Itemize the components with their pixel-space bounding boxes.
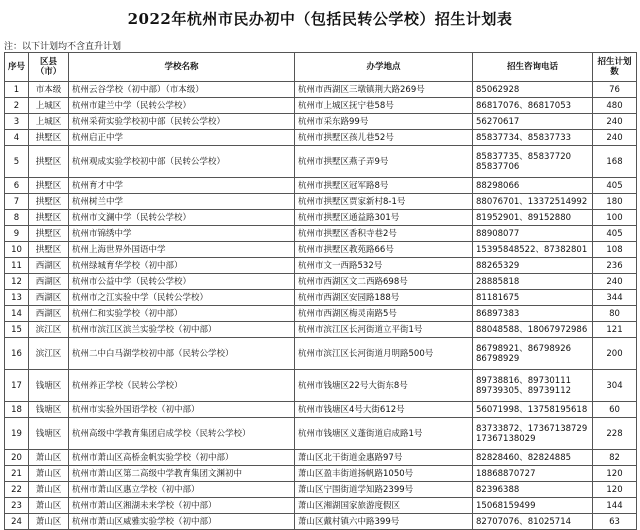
cell-address: 杭州市钱塘区义蓬街道启成路1号	[295, 418, 473, 450]
cell-phone: 88048588、18067972986	[473, 322, 593, 338]
cell-plan: 480	[593, 98, 637, 114]
cell-district: 拱墅区	[29, 210, 69, 226]
cell-plan: 121	[593, 322, 637, 338]
cell-seq: 21	[5, 466, 29, 482]
cell-phone: 15395848522、87382801	[473, 242, 593, 258]
cell-phone: 82396388	[473, 482, 593, 498]
cell-plan: 60	[593, 402, 637, 418]
cell-plan: 236	[593, 258, 637, 274]
cell-school: 杭州市萧山区威雅实验学校（初中部）	[69, 514, 295, 530]
cell-phone: 15068159499	[473, 498, 593, 514]
table-row	[5, 226, 637, 242]
table-row	[5, 290, 637, 306]
cell-school: 杭州市萧山区惠立学校（初中部）	[69, 482, 295, 498]
table-row	[5, 82, 637, 98]
cell-school: 杭州市之江实验中学（民转公学校）	[69, 290, 295, 306]
cell-seq: 15	[5, 322, 29, 338]
table-row	[5, 482, 637, 498]
cell-school: 杭州市滨江区滨兰实验学校（初中部）	[69, 322, 295, 338]
cell-plan: 168	[593, 146, 637, 178]
cell-seq: 12	[5, 274, 29, 290]
table-note: 注：以下计划均不含直升计划	[4, 42, 122, 52]
cell-seq: 8	[5, 210, 29, 226]
cell-school: 杭州高级中学教育集团启成学校（民转公学校）	[69, 418, 295, 450]
table-row	[5, 306, 637, 322]
cell-district: 西湖区	[29, 274, 69, 290]
cell-phone: 88298066	[473, 178, 593, 194]
cell-address: 杭州市滨江区长河街道月明路500号	[295, 338, 473, 370]
document-title: 2022年杭州市民办初中（包括民转公学校）招生计划表	[127, 10, 513, 28]
cell-plan: 76	[593, 82, 637, 98]
table-row	[5, 466, 637, 482]
cell-district: 上城区	[29, 98, 69, 114]
cell-school: 杭州启正中学	[69, 130, 295, 146]
cell-address: 杭州市西湖区梅灵南路5号	[295, 306, 473, 322]
cell-district: 萧山区	[29, 514, 69, 530]
table-row	[5, 370, 637, 402]
cell-plan: 144	[593, 498, 637, 514]
cell-district: 拱墅区	[29, 146, 69, 178]
cell-phone: 88265329	[473, 258, 593, 274]
cell-address: 萧山区北干街道金惠路97号	[295, 450, 473, 466]
cell-district: 拱墅区	[29, 226, 69, 242]
cell-phone: 81952901、89152880	[473, 210, 593, 226]
cell-plan: 405	[593, 226, 637, 242]
cell-address: 杭州市采东路99号	[295, 114, 473, 130]
header-district: 区县（市）	[29, 53, 69, 82]
table-row	[5, 194, 637, 210]
cell-address: 杭州市上城区抚宁巷58号	[295, 98, 473, 114]
cell-district: 西湖区	[29, 306, 69, 322]
cell-seq: 5	[5, 146, 29, 178]
cell-school: 杭州上海世界外国语中学	[69, 242, 295, 258]
cell-phone: 86817076、86817053	[473, 98, 593, 114]
cell-school: 杭州市文澜中学（民转公学校）	[69, 210, 295, 226]
cell-phone: 56071998、13758195618	[473, 402, 593, 418]
cell-district: 萧山区	[29, 482, 69, 498]
cell-phone: 81181675	[473, 290, 593, 306]
table-body	[5, 82, 637, 530]
cell-address: 萧山区盈丰街道扬帆路1050号	[295, 466, 473, 482]
cell-district: 滨江区	[29, 322, 69, 338]
cell-district: 西湖区	[29, 258, 69, 274]
cell-address: 杭州市西湖区文二西路698号	[295, 274, 473, 290]
cell-phone: 28885818	[473, 274, 593, 290]
table-row	[5, 498, 637, 514]
cell-plan: 120	[593, 466, 637, 482]
cell-plan: 200	[593, 338, 637, 370]
cell-plan: 228	[593, 418, 637, 450]
cell-phone: 82828460、82824885	[473, 450, 593, 466]
cell-plan: 304	[593, 370, 637, 402]
cell-school: 杭州市锦绣中学	[69, 226, 295, 242]
table-row	[5, 450, 637, 466]
cell-district: 市本级	[29, 82, 69, 98]
cell-phone: 86897383	[473, 306, 593, 322]
cell-seq: 18	[5, 402, 29, 418]
cell-plan: 80	[593, 306, 637, 322]
table-row	[5, 514, 637, 530]
cell-district: 拱墅区	[29, 178, 69, 194]
cell-plan: 405	[593, 178, 637, 194]
table-row	[5, 338, 637, 370]
cell-plan: 240	[593, 130, 637, 146]
cell-school: 杭州云谷学校（初中部）（市本级）	[69, 82, 295, 98]
cell-seq: 11	[5, 258, 29, 274]
cell-district: 萧山区	[29, 450, 69, 466]
cell-district: 钱塘区	[29, 402, 69, 418]
cell-address: 杭州市拱墅区燕子弄9号	[295, 146, 473, 178]
cell-plan: 240	[593, 274, 637, 290]
cell-address: 萧山区宁围街道学知路2399号	[295, 482, 473, 498]
table-row	[5, 402, 637, 418]
cell-phone: 85837734、85837733	[473, 130, 593, 146]
cell-phone: 18868870727	[473, 466, 593, 482]
cell-plan: 180	[593, 194, 637, 210]
header-phone: 招生咨询电话	[473, 53, 593, 82]
cell-seq: 17	[5, 370, 29, 402]
cell-school: 杭州养正学校（民转公学校）	[69, 370, 295, 402]
cell-address: 杭州市拱墅区孩儿巷52号	[295, 130, 473, 146]
cell-address: 杭州市拱墅区贾家新村8-1号	[295, 194, 473, 210]
cell-school: 杭州育才中学	[69, 178, 295, 194]
cell-phone: 88908077	[473, 226, 593, 242]
cell-address: 杭州市拱墅区香积寺巷2号	[295, 226, 473, 242]
cell-plan: 240	[593, 114, 637, 130]
table-row	[5, 114, 637, 130]
cell-school: 杭州市萧山区第二高级中学教育集团文渊初中	[69, 466, 295, 482]
cell-seq: 24	[5, 514, 29, 530]
cell-plan: 108	[593, 242, 637, 258]
cell-address: 杭州市西湖区三墩镇荆大路269号	[295, 82, 473, 98]
cell-phone: 85837735、85837720 85837706	[473, 146, 593, 178]
cell-phone: 83733872、17367138729 17367138029	[473, 418, 593, 450]
table-row	[5, 98, 637, 114]
cell-district: 钱塘区	[29, 418, 69, 450]
cell-district: 萧山区	[29, 466, 69, 482]
cell-seq: 4	[5, 130, 29, 146]
cell-plan: 100	[593, 210, 637, 226]
cell-school: 杭州观成实验学校初中部（民转公学校）	[69, 146, 295, 178]
cell-seq: 2	[5, 98, 29, 114]
cell-seq: 20	[5, 450, 29, 466]
cell-school: 杭州市萧山区高桥金帆实验学校（初中部）	[69, 450, 295, 466]
table-row	[5, 242, 637, 258]
table-row	[5, 178, 637, 194]
cell-plan: 344	[593, 290, 637, 306]
cell-phone: 89738816、89730111 89739305、89739112	[473, 370, 593, 402]
cell-school: 杭州二中白马湖学校初中部（民转公学校）	[69, 338, 295, 370]
cell-seq: 14	[5, 306, 29, 322]
cell-district: 西湖区	[29, 290, 69, 306]
cell-seq: 10	[5, 242, 29, 258]
cell-district: 上城区	[29, 114, 69, 130]
table-row	[5, 274, 637, 290]
cell-seq: 16	[5, 338, 29, 370]
cell-phone: 85062928	[473, 82, 593, 98]
cell-phone: 82707076、81025714	[473, 514, 593, 530]
cell-district: 萧山区	[29, 498, 69, 514]
cell-seq: 6	[5, 178, 29, 194]
cell-school: 杭州市萧山区湘湖未来学校（初中部）	[69, 498, 295, 514]
cell-address: 杭州市拱墅区教苑路66号	[295, 242, 473, 258]
table-header-row	[5, 53, 637, 82]
cell-plan: 120	[593, 482, 637, 498]
cell-seq: 3	[5, 114, 29, 130]
table-row	[5, 130, 637, 146]
table-row	[5, 146, 637, 178]
cell-seq: 23	[5, 498, 29, 514]
cell-seq: 1	[5, 82, 29, 98]
cell-address: 杭州市拱墅区通益路301号	[295, 210, 473, 226]
cell-address: 萧山区湘湖国家旅游度假区	[295, 498, 473, 514]
cell-school: 杭州市实验外国语学校（初中部）	[69, 402, 295, 418]
cell-phone: 86798921、86798926 86798929	[473, 338, 593, 370]
cell-district: 拱墅区	[29, 130, 69, 146]
enrollment-plan-table	[4, 52, 637, 530]
cell-plan: 82	[593, 450, 637, 466]
table-row	[5, 258, 637, 274]
header-address: 办学地点	[295, 53, 473, 82]
cell-address: 杭州市钱塘区22号大街东8号	[295, 370, 473, 402]
cell-school: 杭州仁和实验学校（初中部）	[69, 306, 295, 322]
header-seq: 序号	[5, 53, 29, 82]
table-row	[5, 322, 637, 338]
cell-seq: 19	[5, 418, 29, 450]
cell-seq: 22	[5, 482, 29, 498]
cell-address: 杭州市西湖区安园路188号	[295, 290, 473, 306]
table-row	[5, 210, 637, 226]
table-row	[5, 418, 637, 450]
cell-seq: 13	[5, 290, 29, 306]
cell-seq: 7	[5, 194, 29, 210]
header-school: 学校名称	[69, 53, 295, 82]
cell-school: 杭州树兰中学	[69, 194, 295, 210]
cell-school: 杭州市建兰中学（民转公学校）	[69, 98, 295, 114]
cell-district: 拱墅区	[29, 194, 69, 210]
cell-school: 杭州采荷实验学校初中部（民转公学校）	[69, 114, 295, 130]
cell-district: 拱墅区	[29, 242, 69, 258]
cell-school: 杭州市公益中学（民转公学校）	[69, 274, 295, 290]
header-plan: 招生计划数	[593, 53, 637, 82]
cell-address: 杭州市文一西路532号	[295, 258, 473, 274]
cell-school: 杭州绿城育华学校（初中部）	[69, 258, 295, 274]
cell-address: 杭州市拱墅区冠军路8号	[295, 178, 473, 194]
cell-address: 杭州市滨江区长河街道立平街1号	[295, 322, 473, 338]
cell-plan: 63	[593, 514, 637, 530]
cell-district: 滨江区	[29, 338, 69, 370]
cell-phone: 88076701、13372514992	[473, 194, 593, 210]
cell-address: 萧山区戴村镇六中路399号	[295, 514, 473, 530]
cell-district: 钱塘区	[29, 370, 69, 402]
cell-address: 杭州市钱塘区4号大街612号	[295, 402, 473, 418]
cell-seq: 9	[5, 226, 29, 242]
cell-phone: 56270617	[473, 114, 593, 130]
